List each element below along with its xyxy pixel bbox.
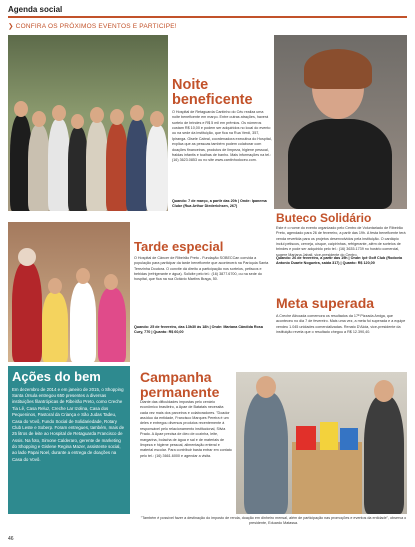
buteco-title: Buteco Solidário <box>276 211 372 225</box>
page-number: 46 <box>8 536 14 542</box>
buteco-details: Quando: 26 de fevereiro, a partir das 19h | Onde: Ipê Golf Club (Rodovia Antonio Duarte Nogueira, saída 317) | Quanto: R$ 120,00 <box>276 256 403 266</box>
meta-body: A Creche Ativoada comemora os resultados da 17ª Pizzada Amiga, que aconteceu no dia 7 de fevereiro. Mais uma vez, a meta foi superada e a equipe vendeu 1.045 unidades comercializadas. Renato D'Aloia, vice-presidente da instituição revela que o resultado chegou a R$ 12.390,40. <box>276 314 406 335</box>
acoes-body: Em dezembro de 2014 e em janeiro de 2015, o Shopping Santa Úrsula entregou 650 presentes a diversas instituições filantrópicas de Ribeirão Preto, como Creche Tia Lê, Casa Reluz, Creche Lar Izolina, Casa dos Pequeninos, Pastoral da Criança e São Judas Tadeu, Casa do Vovô, Fundo Social de Solidariedade, Rotary Club Leste e Soberp. Foram entregues, também, mais de 25 litros de leite ao Hospital de Retaguarda Francisco de Assis. Na foto, Simone Calderaro, gerente de marketing do Shopping e Gislene Regina Mazer, assistente social, ao lado Papai Noel, durante a entrega de doações na Casa do Vovô. <box>12 386 125 462</box>
acoes-box <box>8 366 130 514</box>
group-photo-noite <box>8 35 168 211</box>
noite-title <box>172 78 253 108</box>
campanha-title-line2: permanente <box>140 383 220 400</box>
campanha-title-line1: Campanha <box>140 369 212 385</box>
buteco-body: Este é o nome do evento organizado pelo Centro de Voluntariado de Ribeirão Preto, agendado para 26 de fevereiro, a partir das 19h. A festa beneficente terá venda revertida para os projetos desenvolvidos pela instituição. O cardápio inclui petiscos, cerveja, uísque, caipirinhas, refrigerante, além de sorteios de brindes e pode ser adquirido pelo tel.: (16) 3635.1739 no horário comercial, sugere Mariana Jabali, vice-presidente do Centro. <box>276 226 406 257</box>
noite-details: Quando: 7 de março, a partir das 20h | Onde: Ipanema Clube (Rua Arthur Diederichsen, 267) <box>172 199 267 209</box>
acoes-title: Ações do bem <box>12 369 101 384</box>
noite-title-line2: beneficente <box>172 92 253 109</box>
section-subtitle <box>8 22 177 30</box>
tarde-details: Quando: 25 de fevereiro, das 13h30 às 18h | Onde: Mariana Cândida Rosa Cury, 770 | Quanto: R$ 60,00 <box>134 325 263 335</box>
campanha-body: Diante das dificuldades impostas pelo cenário econômico brasileiro, a Apae de Batatais necessita cada vez mais dos parceiros e colaboradores. "Doador assíduo da entidade, Francisco Marques Pereira é um deles e entregou diversos produtos recentemente à responsável pelo relacionamento institucional, Silvia Prado. A Apae precisa de óleo de cozinha, leite, margarina, bolacha de água e sal e de materiais de limpeza e higiene pessoal, alimentação enteral e material escolar. Para contribuir basta entrar em contato pelo tel.: (16) 3661.6000 e agendar a visita. <box>140 400 232 458</box>
donation-photo <box>236 372 407 514</box>
subtitle-text: CONFIRA OS PRÓXIMOS EVENTOS E PARTICIPE! <box>15 23 177 30</box>
meta-title: Meta superada <box>276 295 375 311</box>
header-divider <box>8 16 407 18</box>
campanha-title <box>140 370 219 399</box>
photo-tarde <box>8 222 130 362</box>
portrait-photo-buteco <box>274 35 407 209</box>
noite-body: O Hospital de Retaguarda Cantinho do Céu realiza uma noite beneficente em março. Entre outras atrações, haverá sorteio de brindes e R$ 5 mil em prêmios. Os números custam R$ 10,00 e podem ser adquiridos no local do evento ou na sede da instituição, que fica na Rua Verdi, 357, Ipiranga. Gisele Cabral, coordenadora executiva do Hospital, explica que as pessoas também podem colaborar com doações financeiras, produtos de limpeza, higiene pessoal, fraldas infantis e toalhas de banho. Mais informações na tel.: (16) 3623.0853 ou no site www.cantinhodoceu.com. <box>172 110 272 163</box>
section-title: Agenda social <box>8 5 63 14</box>
chevron-right-icon: ❯ <box>8 23 14 30</box>
campanha-quote: "Também é possível fazer a destinação do imposto de renda, doação em dinheiro mensal, além de participação nas promoções e eventos da entidade", observa o presidente, Eduardo Matassa. <box>140 516 407 526</box>
tarde-title: Tarde especial <box>134 239 224 254</box>
noite-title-line1: Noite <box>172 77 209 93</box>
tarde-body: O Hospital de Câncer de Ribeirão Preto - Fundação SOBECCan convida a população para participar da tarde beneficente que acontecerá na Paróquia Santa Terezinha Doutora. O convite dá direito a participação nos sorteios, petiscos e bebidas (refrigerante e água). Solicite pelo tel.: (16) 3877.6700, ou na sede do hospital, que fica na rua Octávio Martins Braga, 50. <box>134 256 269 282</box>
